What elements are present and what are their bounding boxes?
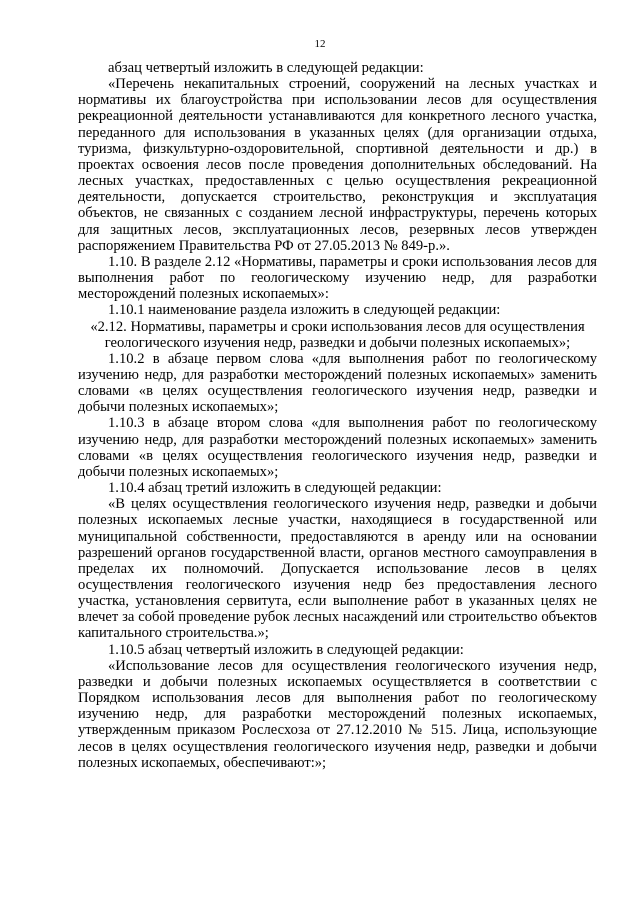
paragraph-intro-abzac-4: абзац четвертый изложить в следующей редакции: <box>108 60 424 76</box>
paragraph-item-1-10-5: 1.10.5 абзац четвертый изложить в следующей редакции: <box>108 641 464 658</box>
document-body <box>78 60 597 771</box>
paragraph-item-1-10-3: 1.10.3 в абзаце втором слова «для выполнения работ по геологическому изучению недр, для разработки месторождений полезных ископаемых» заменить словами «в целях осуществления геологического изучения недр, разведки и добычи полезных ископаемых»; <box>78 415 597 480</box>
paragraph-quoted-geology-text: «В целях осуществления геологического изучения недр, разведки и добычи полезных ископаемых лесные участки, находящиеся в государственной или муниципальной собственности, предоставляются в аренду или на основании разрешений органов государственной власти, органов местного самоуправления в пределах их полномочий. Допускается использование лесов в целях осуществления геологического изучения недр без предоставления лесного участка, установления сервитута, если выполнение работ в указанных целях не влечет за собой проведение рубок лесных насаждений или строительство объектов капитального строительства.»; <box>78 496 597 642</box>
paragraph-item-1-10-1: 1.10.1 наименование раздела изложить в следующей редакции: <box>108 302 501 319</box>
paragraph-section-title-2-12: «2.12. Нормативы, параметры и сроки использования лесов для осуществления геологического изучения недр, разведки и добычи полезных ископаемых»; <box>90 318 585 351</box>
paragraph-item-1-10-4: 1.10.4 абзац третий изложить в следующей редакции: <box>108 480 442 497</box>
paragraph-item-1-10: 1.10. В разделе 2.12 «Нормативы, параметры и сроки использования лесов для выполнения работ по геологическому изучению недр, для разработки месторождений полезных ископаемых»: <box>78 253 597 303</box>
paragraph-quoted-recreation-text: «Перечень некапитальных строений, сооружений на лесных участках и нормативы их благоустройства при использовании лесов для осуществления рекреационной деятельности устанавливаются для конкретного лесного участка, переданного для использования в указанных целях (для организации отдыха, туризма, физкультурно-оздоровительной, спортивной деятельности и др.) в проектах освоения лесов после проведения дополнительных обследований. На лесных участках, предоставленных с целью осуществления рекреационной деятельности, допускается строительство, реконструкция и эксплуатация объектов, не связанных с созданием лесной инфраструктуры, перечень которых для защитных лесов, эксплуатационных лесов, резервных лесов утвержден распоряжением Правительства РФ от 27.05.2013 № 849-р.». <box>78 76 597 254</box>
paragraph-quoted-usage-order-text: «Использование лесов для осуществления геологического изучения недр, разведки и добычи полезных ископаемых осуществляется в соответствии с Порядком использования лесов для выполнения работ по геологическому изучению недр, для разработки месторождений полезных ископаемых, утвержденным приказом Рослесхоза от 27.12.2010 № 515. Лица, использующие лесов в целях осуществления геологического изучения недр, разведки и добычи полезных ископаемых, обеспечивают:»; <box>78 657 597 771</box>
page-number: 12 <box>314 38 326 50</box>
paragraph-item-1-10-2: 1.10.2 в абзаце первом слова «для выполнения работ по геологическому изучению недр, для разработки месторождений полезных ископаемых» заменить словами «в целях осуществления геологического изучения недр, разведки и добычи полезных ископаемых»; <box>78 350 597 416</box>
